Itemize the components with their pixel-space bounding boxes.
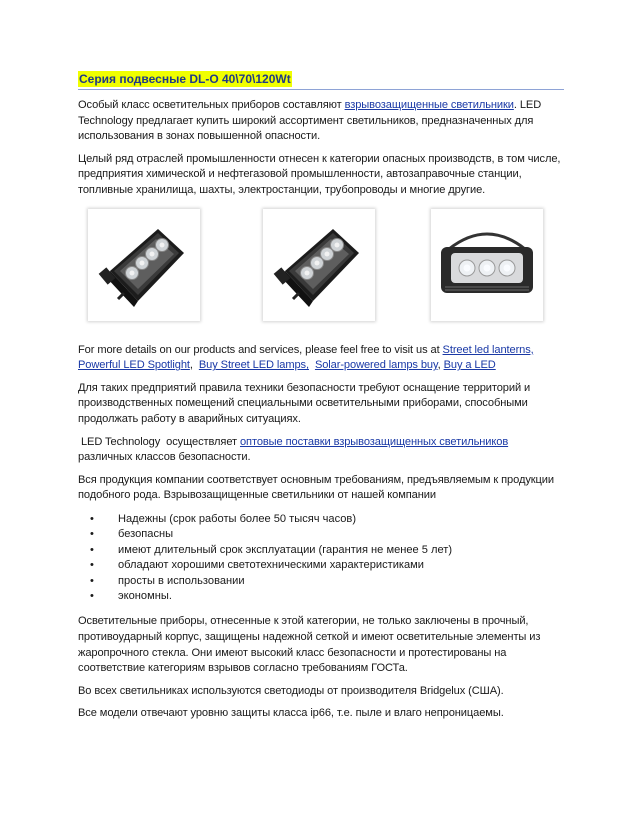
list-item: • Надежны (срок работы более 50 тысяч часов) — [118, 512, 564, 527]
wholesale-supplies-link[interactable]: оптовые поставки взрывозащищенных светильников — [239, 435, 509, 448]
product-images-row — [78, 209, 564, 327]
features-list — [78, 512, 564, 604]
list-item: • безопасны — [118, 527, 564, 542]
industries-paragraph: Целый ряд отраслей промышленности отнесен к категории опасных производств, в том числе, предприятия химической и нефтегазовой промышленности, автозаправочные станции, топливные хранилища, шахты, электростанции, трубопроводы и многие другие. — [78, 152, 561, 196]
solar-powered-lamps-link[interactable]: Solar-powered lamps buy — [314, 359, 438, 372]
list-item: • имеют длительный срок эксплуатации (гарантия не менее 5 лет) — [118, 543, 564, 558]
bullet-icon: • — [90, 528, 94, 541]
bullet-icon: • — [90, 574, 94, 587]
led-floodlight-4-module-image — [88, 209, 200, 321]
buy-a-led-link[interactable]: Buy a LED — [443, 359, 496, 372]
links-paragraph: For more details on our products and services, please feel free to visit us at Street led lanterns, Powerful LED Spotlight, Buy Street LED lamps, Solar-powered lamps buy, Buy a LED — [78, 343, 534, 372]
list-item: • просты в использовании — [118, 574, 564, 589]
list-item: • обладают хорошими светотехническими характеристиками — [118, 558, 564, 573]
product-image-1 — [88, 209, 200, 321]
ip66-paragraph: Все модели отвечают уровню защиты класса ip66, т.е. пыле и влаго непроницаемы. — [78, 707, 504, 720]
construction-paragraph: Осветительные приборы, отнесенные к этой категории, не только заключены в прочный, противоударный корпус, защищены надежной сеткой и имеют осветительные элементы из жаропрочного стекла. Они имеют высокий класс безопасности и протестированы на соответствие категориям взрывов согласно требованиям ГОСТа. — [78, 615, 541, 675]
bullet-icon: • — [90, 559, 94, 572]
product-image-2 — [263, 209, 375, 321]
street-led-lanterns-link[interactable]: Street led lanterns, — [442, 343, 534, 356]
wholesale-paragraph: LED Technology осуществляет оптовые поставки взрывозащищенных светильников различных классов безопасности. — [78, 435, 509, 464]
bridgelux-paragraph: Во всех светильниках используются светодиоды от производителя Bridgelux (США). — [78, 684, 504, 697]
led-floodlight-4-module-image — [263, 209, 375, 321]
document-page — [78, 70, 564, 729]
requirements-paragraph: Вся продукция компании соответствует основным требованиям, предъявляемым к продукции подобного рода. Взрывозащищенные светильники от нашей компании — [78, 473, 554, 502]
safety-rules-paragraph: Для таких предприятий правила техники безопасности требуют оснащение территорий и производственных помещений специальными осветительными приборами, способными продолжать работу в аварийных ситуациях. — [78, 381, 531, 425]
bullet-icon: • — [90, 589, 94, 602]
page-title: Серия подвесные DL-O 40\70\120Wt — [79, 72, 291, 86]
intro-paragraph: Особый класс осветительных приборов составляют взрывозащищенные светильники. LED Technology предлагает купить широкий ассортимент светильников, предназначенных для использования в зонах повышенной опасности. — [78, 99, 542, 143]
list-item: • экономны. — [118, 589, 564, 604]
bullet-icon: • — [90, 512, 94, 525]
bullet-icon: • — [90, 543, 94, 556]
buy-street-led-lamps-link[interactable]: Buy Street LED lamps, — [198, 359, 309, 372]
explosion-proof-lamps-link[interactable]: взрывозащищенные светильники — [344, 99, 514, 111]
product-image-3 — [431, 209, 543, 321]
led-floodlight-3-lens-image — [431, 209, 543, 321]
powerful-led-spotlight-link[interactable]: Powerful LED Spotlight — [78, 359, 190, 372]
title-underline-rule — [78, 89, 564, 90]
